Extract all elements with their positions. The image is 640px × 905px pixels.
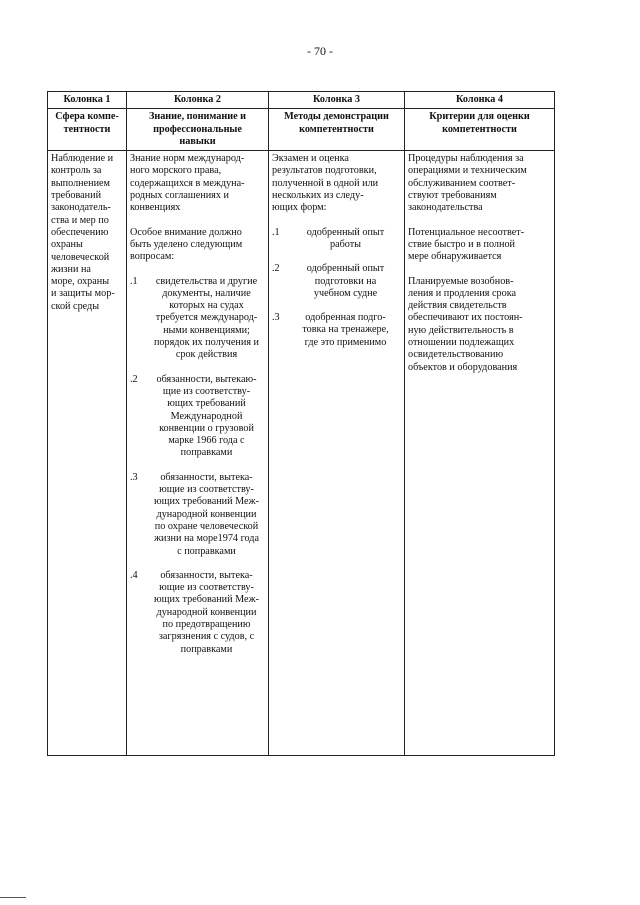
column-header-4: Колонка 4 (405, 92, 555, 109)
item-number: .2 (272, 263, 280, 275)
item-text: обязанности, вытека- ющие из соответству- ющих требований Меж- дународной конвенции по предотвращению загрязнения с судов, с поправками (154, 569, 259, 655)
item-number: .1 (130, 275, 138, 287)
margin-mark (0, 897, 26, 898)
item-number: .3 (272, 312, 280, 324)
item-text: одобренный опыт работы (306, 226, 385, 250)
methods-cell (269, 151, 405, 756)
list-item (130, 374, 265, 460)
knowledge-lead: Особое внимание должно быть уделено следующим вопросам: (130, 226, 243, 263)
list-item (272, 312, 401, 349)
column-title-4: Критерии для оценки компетентности (405, 109, 555, 151)
item-text: одобренная подго- товка на тренажере, где это применимо (302, 312, 389, 348)
column-header-2: Колонка 2 (127, 92, 269, 109)
column-title-3: Методы демонстрации компетентности (269, 109, 405, 151)
methods-intro: Экзамен и оценка результатов подготовки, полученной в одной или нескольких из следу- ющих форм: (272, 153, 379, 214)
item-number: .1 (272, 226, 280, 238)
item-number: .4 (130, 569, 138, 581)
criteria-paragraph: Процедуры наблюдения за операциями и техническим обслуживанием соответ- ствуют требованиям законодательства (408, 153, 527, 214)
knowledge-intro: Знание норм международ- ного морского права, содержащихся в междуна- родных соглашениях и конвенциях (130, 153, 245, 214)
competence-scope-cell: Наблюдение и контроль за выполнением требований законодатель- ства и мер по обеспечению охраны человеческой жизни на море, охраны и защиты мор- ской среды (48, 151, 127, 756)
list-item (272, 227, 401, 252)
item-text: свидетельства и другие документы, наличие которых на судах требуется международ- ными конвенциями; порядок их получения и срок действия (153, 275, 259, 361)
page-number: - 70 - (307, 44, 333, 58)
list-item (130, 570, 265, 656)
column-header-3: Колонка 3 (269, 92, 405, 109)
column-header-1: Колонка 1 (48, 92, 127, 109)
criteria-cell (405, 151, 555, 756)
column-title-1: Сфера компе- тентности (48, 109, 127, 151)
list-item (130, 472, 265, 558)
criteria-paragraph: Планируемые возобнов- ления и продления срока действия свидетельств обеспечивают их постоян- ную действительность в отношении подлежащих освидетельствованию объектов и оборудования (408, 275, 523, 373)
list-item (130, 276, 265, 362)
item-text: одобренный опыт подготовки на учебном судне (306, 263, 385, 299)
column-header-row (48, 92, 555, 109)
column-title-2: Знание, понимание и профессиональные навыки (127, 109, 269, 151)
knowledge-cell (127, 151, 269, 756)
criteria-paragraph: Потенциальное несоответ- ствие быстро и в полной мере обнаруживается (408, 226, 525, 263)
item-text: обязанности, вытекаю- щие из соответству- ющих требований Международной конвенции о грузовой марке 1966 года с поправками (156, 373, 257, 459)
competence-table (47, 91, 555, 756)
list-item (272, 263, 401, 300)
column-title-row (48, 109, 555, 151)
table-row (48, 151, 555, 756)
item-number: .3 (130, 471, 138, 483)
item-text: обязанности, вытека- ющие из соответству- ющих требований Меж- дународной конвенции по охране человеческой жизни на море1974 года с поправками (154, 471, 259, 557)
item-number: .2 (130, 373, 138, 385)
